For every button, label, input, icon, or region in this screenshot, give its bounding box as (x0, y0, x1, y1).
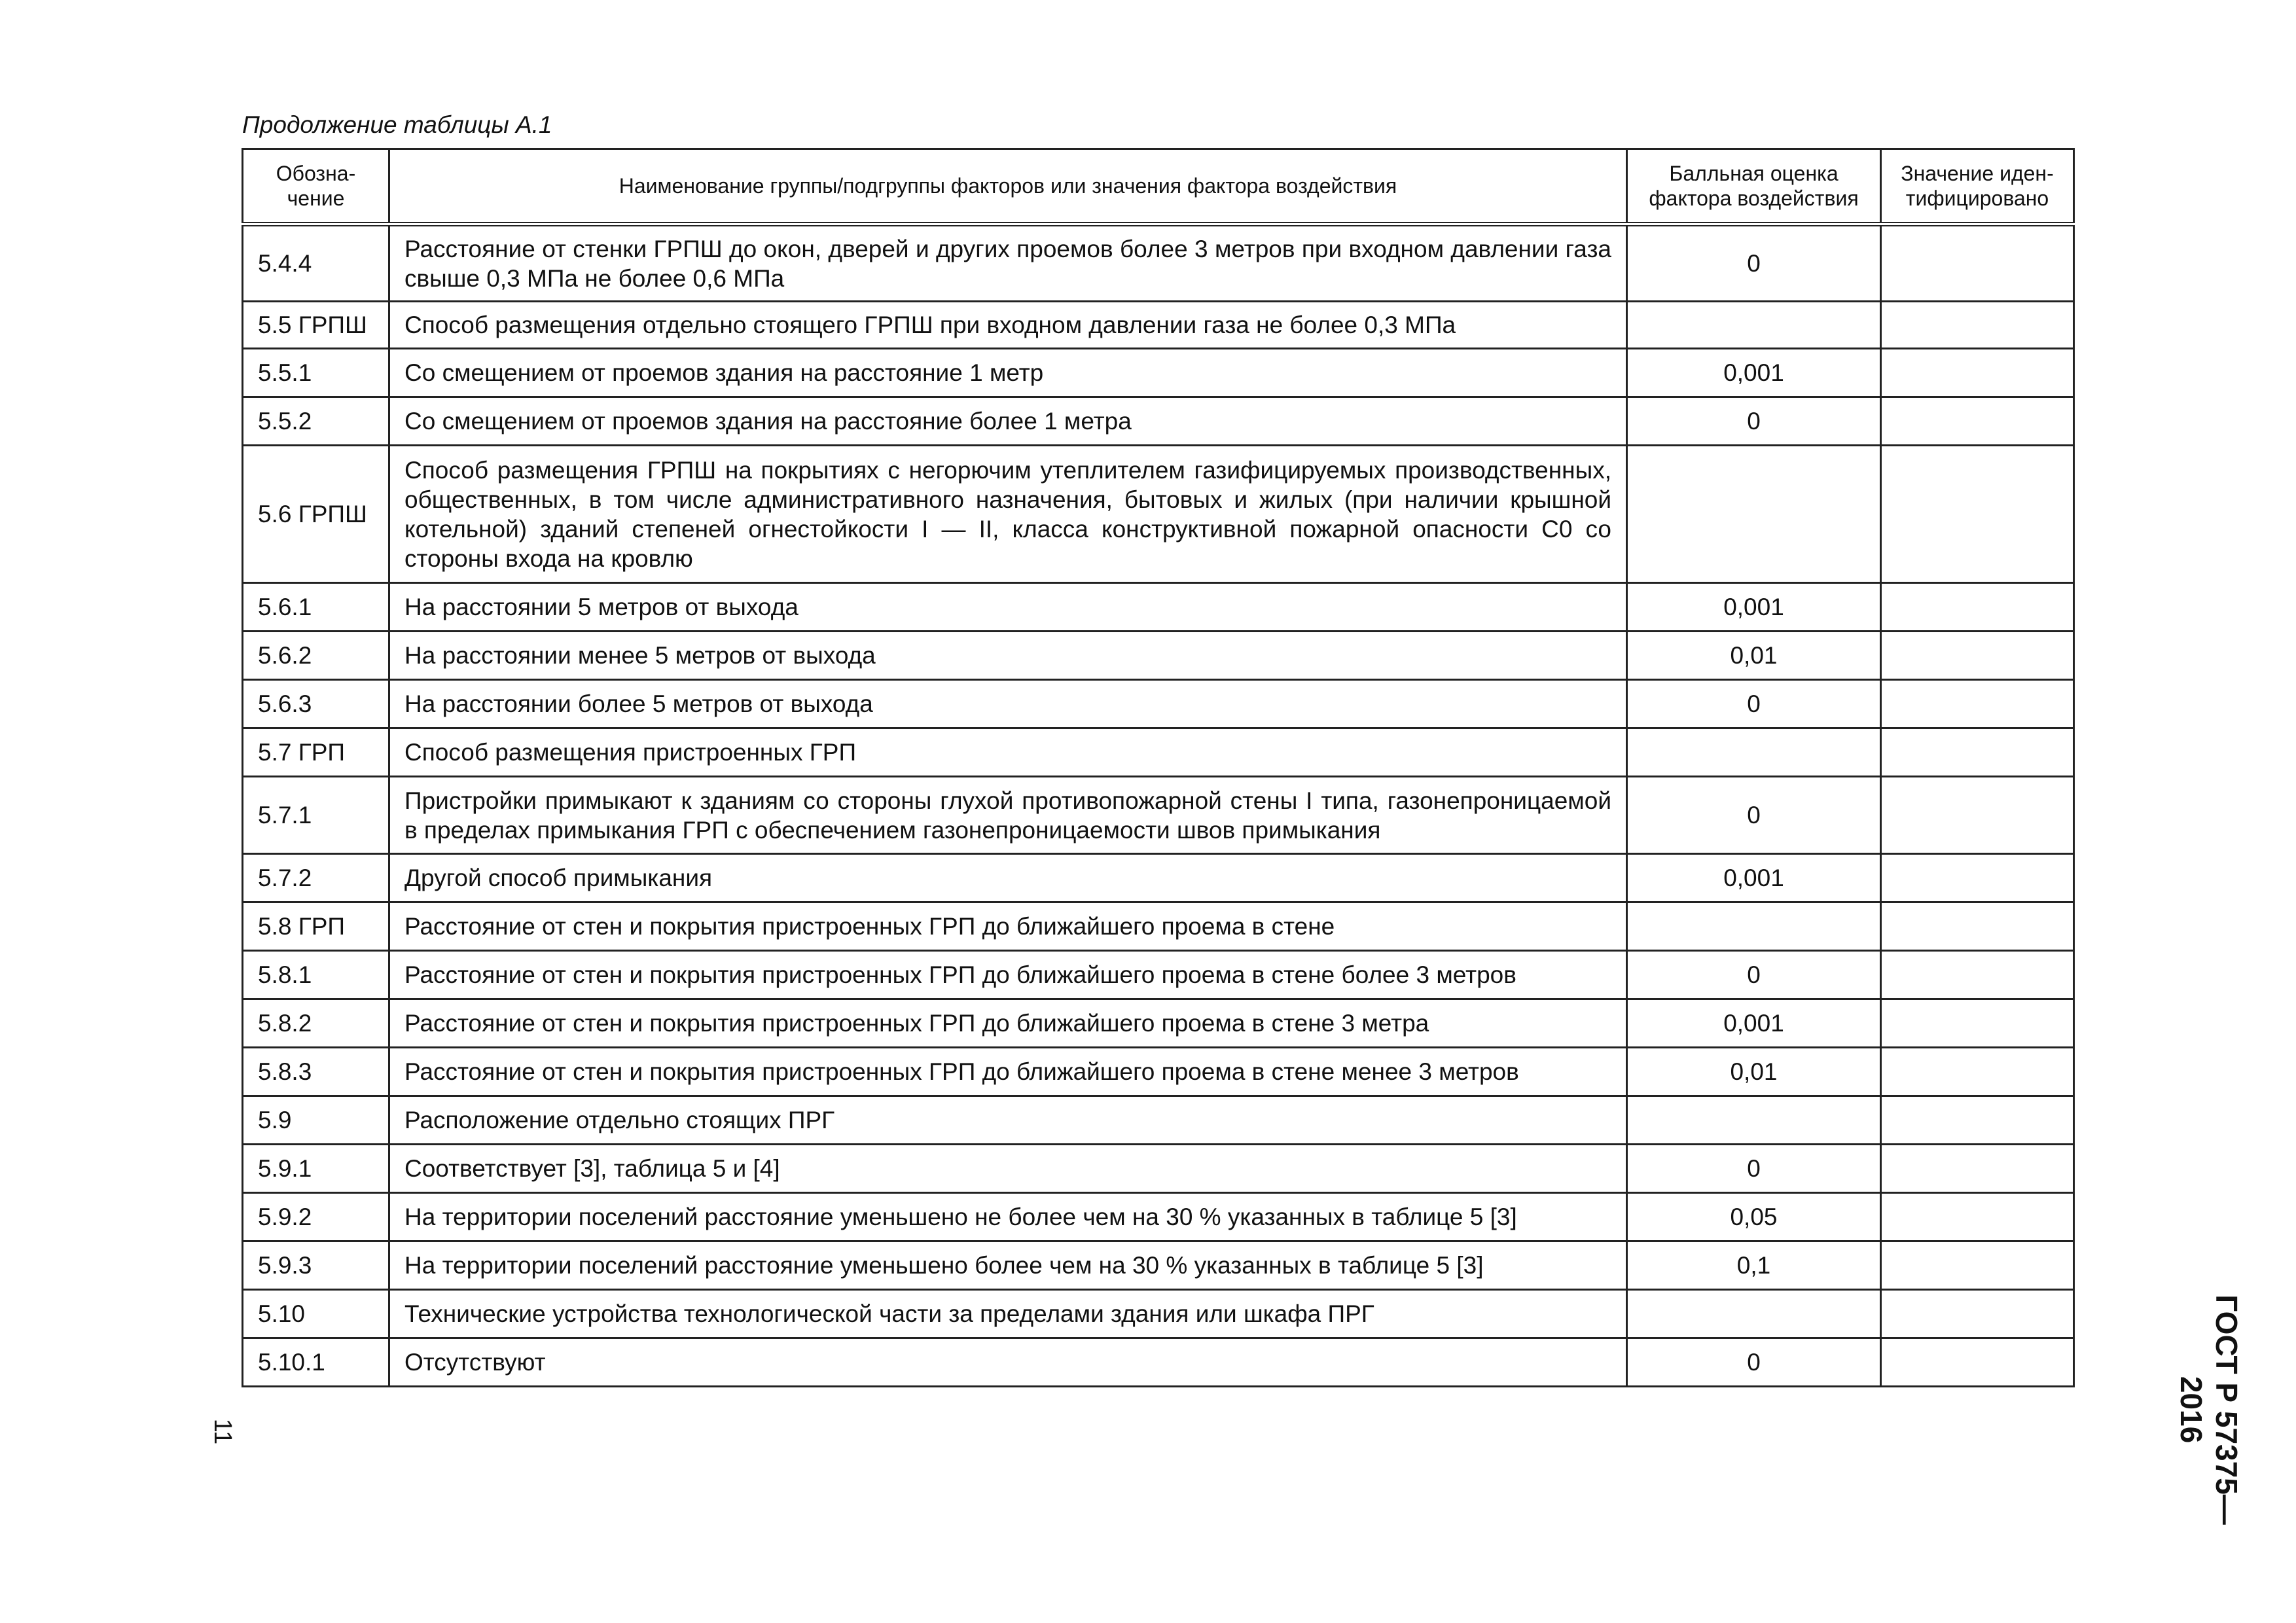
cell-name: Другой способ примыкания (389, 854, 1627, 902)
cell-score: 0 (1627, 1145, 1881, 1193)
cell-score: 0,05 (1627, 1193, 1881, 1241)
cell-score: 0,001 (1627, 999, 1881, 1048)
header-name: Наименование группы/подгруппы факторов или значения фактора воздействия (389, 149, 1627, 224)
document-code: ГОСТ Р 57375—2016 (2174, 1294, 2244, 1525)
cell-identified (1881, 1241, 2074, 1290)
cell-identified (1881, 902, 2074, 951)
cell-code: 5.5 ГРПШ (243, 302, 389, 349)
cell-identified (1881, 854, 2074, 902)
table-row (243, 1290, 2074, 1338)
cell-name: Соответствует [3], таблица 5 и [4] (389, 1145, 1627, 1193)
table-row (243, 1096, 2074, 1145)
cell-name: На расстоянии более 5 метров от выхода (389, 680, 1627, 728)
cell-name: На территории поселений расстояние уменьшено более чем на 30 % указанных в таблице 5 [3] (389, 1241, 1627, 1290)
cell-code: 5.5.1 (243, 349, 389, 397)
header-score: Балльная оценка фактора воздействия (1627, 149, 1881, 224)
cell-name: Со смещением от проемов здания на расстояние 1 метр (389, 349, 1627, 397)
cell-code: 5.9.1 (243, 1145, 389, 1193)
table-row (243, 349, 2074, 397)
cell-identified (1881, 224, 2074, 302)
cell-identified (1881, 349, 2074, 397)
cell-score: 0,01 (1627, 1048, 1881, 1096)
table-row (243, 680, 2074, 728)
cell-identified (1881, 446, 2074, 583)
page-number: 11 (209, 1418, 237, 1445)
cell-score (1627, 302, 1881, 349)
cell-score: 0,001 (1627, 583, 1881, 632)
cell-code: 5.7.1 (243, 777, 389, 854)
cell-score (1627, 728, 1881, 777)
cell-name: Технические устройства технологической части за пределами здания или шкафа ПРГ (389, 1290, 1627, 1338)
table-row (243, 583, 2074, 632)
cell-code: 5.10 (243, 1290, 389, 1338)
cell-score: 0 (1627, 1338, 1881, 1387)
cell-identified (1881, 728, 2074, 777)
cell-name: Способ размещения пристроенных ГРП (389, 728, 1627, 777)
table-row (243, 999, 2074, 1048)
cell-name: Расстояние от стен и покрытия пристроенных ГРП до ближайшего проема в стене 3 метра (389, 999, 1627, 1048)
cell-code: 5.8.3 (243, 1048, 389, 1096)
cell-score (1627, 902, 1881, 951)
factors-table (242, 148, 2075, 1387)
cell-score: 0 (1627, 397, 1881, 446)
cell-code: 5.6.2 (243, 632, 389, 680)
cell-score: 0 (1627, 680, 1881, 728)
cell-identified (1881, 1096, 2074, 1145)
cell-name: На расстоянии 5 метров от выхода (389, 583, 1627, 632)
cell-code: 5.9.2 (243, 1193, 389, 1241)
table-row (243, 728, 2074, 777)
cell-identified (1881, 302, 2074, 349)
cell-code: 5.6.3 (243, 680, 389, 728)
cell-name: Пристройки примыкают к зданиям со стороны глухой противопожарной стены I типа, газонепроницаемой в пределах примыкания ГРП с обеспечением газонепроницаемости швов примыкания (389, 777, 1627, 854)
cell-identified (1881, 397, 2074, 446)
table-row (243, 777, 2074, 854)
cell-score: 0 (1627, 224, 1881, 302)
cell-score (1627, 446, 1881, 583)
cell-identified (1881, 777, 2074, 854)
table-row (243, 446, 2074, 583)
cell-identified (1881, 999, 2074, 1048)
table-row (243, 1145, 2074, 1193)
cell-code: 5.6 ГРПШ (243, 446, 389, 583)
cell-identified (1881, 1193, 2074, 1241)
cell-name: На территории поселений расстояние уменьшено не более чем на 30 % указанных в таблице 5 [3] (389, 1193, 1627, 1241)
cell-code: 5.8.1 (243, 951, 389, 999)
cell-score: 0 (1627, 777, 1881, 854)
cell-code: 5.8 ГРП (243, 902, 389, 951)
cell-code: 5.9.3 (243, 1241, 389, 1290)
cell-name: На расстоянии менее 5 метров от выхода (389, 632, 1627, 680)
cell-score (1627, 1096, 1881, 1145)
cell-score: 0,1 (1627, 1241, 1881, 1290)
table-row (243, 224, 2074, 302)
table-header-row (243, 149, 2074, 224)
cell-name: Способ размещения отдельно стоящего ГРПШ при входном давлении газа не более 0,3 МПа (389, 302, 1627, 349)
cell-code: 5.6.1 (243, 583, 389, 632)
table-body (243, 224, 2074, 1387)
cell-identified (1881, 583, 2074, 632)
cell-identified (1881, 680, 2074, 728)
table-row (243, 397, 2074, 446)
cell-identified (1881, 1048, 2074, 1096)
cell-identified (1881, 951, 2074, 999)
cell-code: 5.4.4 (243, 224, 389, 302)
cell-score: 0,001 (1627, 349, 1881, 397)
cell-code: 5.10.1 (243, 1338, 389, 1387)
table-caption: Продолжение таблицы А.1 (242, 111, 552, 138)
cell-identified (1881, 1145, 2074, 1193)
cell-score: 0,01 (1627, 632, 1881, 680)
table-row (243, 302, 2074, 349)
header-code: Обозна- чение (243, 149, 389, 224)
cell-name: Отсутствуют (389, 1338, 1627, 1387)
cell-name: Со смещением от проемов здания на расстояние более 1 метра (389, 397, 1627, 446)
table-row (243, 902, 2074, 951)
cell-code: 5.7.2 (243, 854, 389, 902)
table-row (243, 854, 2074, 902)
cell-score (1627, 1290, 1881, 1338)
table-row (243, 1338, 2074, 1387)
cell-code: 5.7 ГРП (243, 728, 389, 777)
cell-identified (1881, 1290, 2074, 1338)
cell-name: Расстояние от стен и покрытия пристроенных ГРП до ближайшего проема в стене более 3 метров (389, 951, 1627, 999)
cell-name: Способ размещения ГРПШ на покрытиях с негорючим утеплителем газифицируемых производственных, общественных, в том числе административного назначения, бытовых и жилых (при наличии крышной котельной) зданий степеней огнестойкости I — II, класса конструктивной пожарной опасности С0 со стороны входа на кровлю (389, 446, 1627, 583)
table-row (243, 1241, 2074, 1290)
cell-name: Расстояние от стен и покрытия пристроенных ГРП до ближайшего проема в стене менее 3 метров (389, 1048, 1627, 1096)
cell-name: Расположение отдельно стоящих ПРГ (389, 1096, 1627, 1145)
table-row (243, 951, 2074, 999)
cell-code: 5.9 (243, 1096, 389, 1145)
cell-score: 0 (1627, 951, 1881, 999)
cell-identified (1881, 1338, 2074, 1387)
cell-code: 5.8.2 (243, 999, 389, 1048)
header-identified: Значение иден- тифицировано (1881, 149, 2074, 224)
cell-code: 5.5.2 (243, 397, 389, 446)
cell-score: 0,001 (1627, 854, 1881, 902)
cell-name: Расстояние от стен и покрытия пристроенных ГРП до ближайшего проема в стене (389, 902, 1627, 951)
table-row (243, 1048, 2074, 1096)
table-row (243, 632, 2074, 680)
cell-identified (1881, 632, 2074, 680)
table-row (243, 1193, 2074, 1241)
cell-name: Расстояние от стенки ГРПШ до окон, дверей и других проемов более 3 метров при входном давлении газа свыше 0,3 МПа не более 0,6 МПа (389, 224, 1627, 302)
